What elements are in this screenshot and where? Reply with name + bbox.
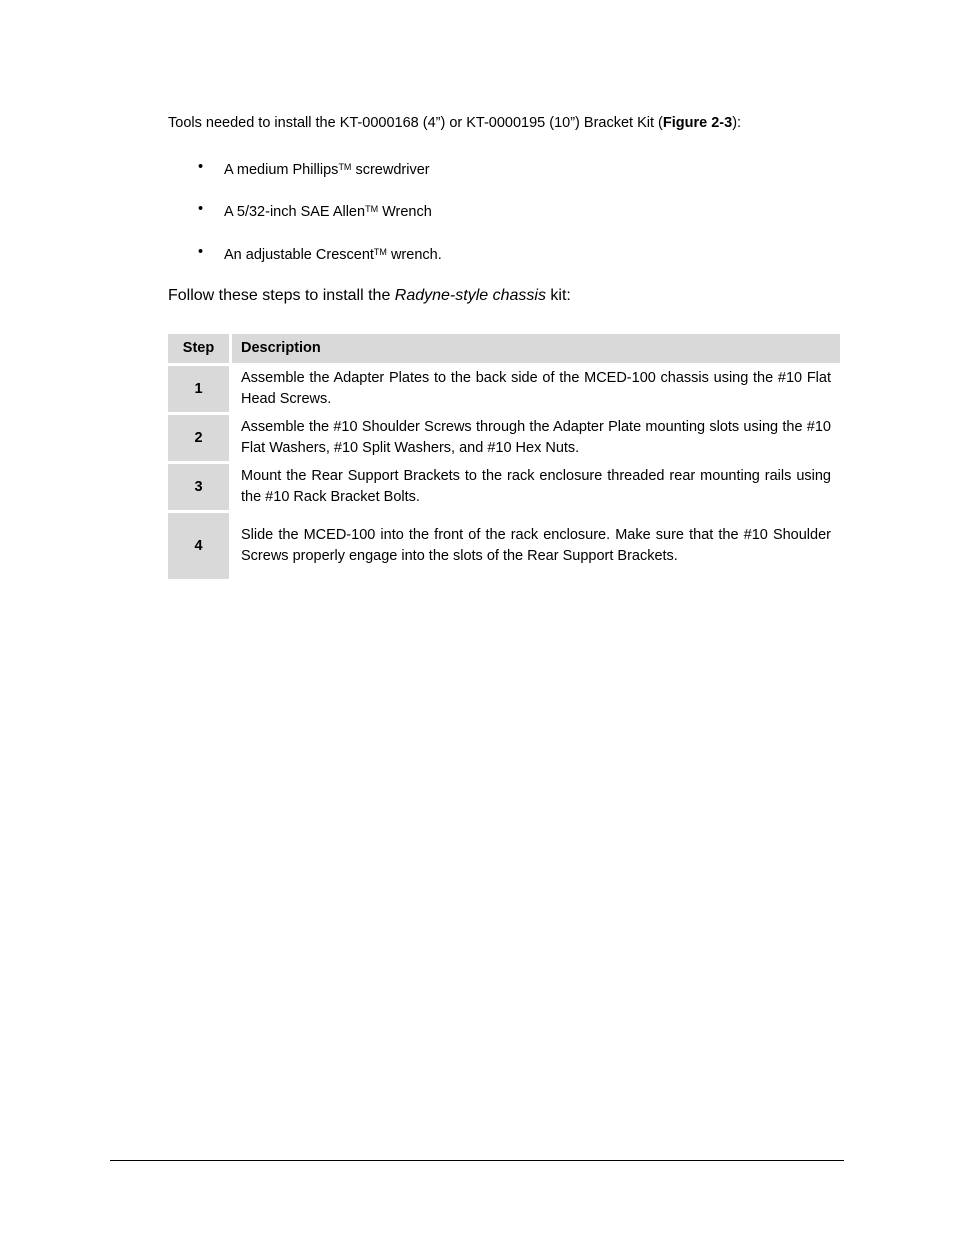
step-description: Mount the Rear Support Brackets to the rack enclosure threaded rear mounting rails using the #10 Rack Bracket Bolts. (232, 464, 840, 510)
column-header-step: Step (168, 334, 229, 363)
tool-name: An adjustable Crescent (224, 247, 374, 263)
bullet-icon: • (198, 159, 204, 175)
step-description: Assemble the #10 Shoulder Screws through the Adapter Plate mounting slots using the #10 Flat Washers, #10 Split Washers, and #10 Hex Nuts. (232, 415, 840, 461)
table-row (168, 415, 840, 461)
steps-intro (168, 285, 571, 307)
figure-reference: Figure 2-3 (662, 115, 733, 131)
tool-name-suffix: wrench. (386, 247, 442, 263)
step-description: Slide the MCED-100 into the front of the rack enclosure. Make sure that the #10 Shoulder Screws properly engage into the slots of the Rear Support Brackets. (232, 513, 840, 579)
tool-name-suffix: Wrench (378, 204, 432, 220)
step-number: 3 (168, 464, 229, 510)
step-number: 4 (168, 513, 229, 579)
footer-divider (110, 1160, 844, 1161)
step-description: Assemble the Adapter Plates to the back side of the MCED-100 chassis using the #10 Flat Head Screws. (232, 366, 840, 412)
table-row (168, 366, 840, 412)
tool-name: A 5/32-inch SAE Allen (224, 204, 366, 220)
table-row (168, 464, 840, 510)
bullet-icon: • (198, 201, 204, 217)
tools-intro (168, 113, 741, 133)
tools-intro-suffix: ): (732, 115, 742, 131)
installation-steps-table (165, 331, 843, 582)
tool-name-suffix: screwdriver (351, 162, 430, 178)
steps-intro-prefix: Follow these steps to install the (168, 287, 395, 304)
table-header-row (168, 334, 840, 363)
step-number: 1 (168, 366, 229, 412)
tool-name: A medium Phillips (224, 162, 339, 178)
trademark-mark: TM (338, 162, 352, 172)
column-header-description: Description (232, 334, 840, 363)
trademark-mark: TM (373, 247, 387, 257)
chassis-style-emphasis: Radyne-style chassis (394, 287, 546, 304)
tools-intro-prefix: Tools needed to install the KT-0000168 (4”) or KT-0000195 (10”) Bracket Kit ( (168, 115, 663, 131)
step-number: 2 (168, 415, 229, 461)
bullet-icon: • (198, 244, 204, 260)
table-row (168, 513, 840, 579)
trademark-mark: TM (365, 204, 379, 214)
steps-intro-suffix: kit: (545, 287, 571, 304)
